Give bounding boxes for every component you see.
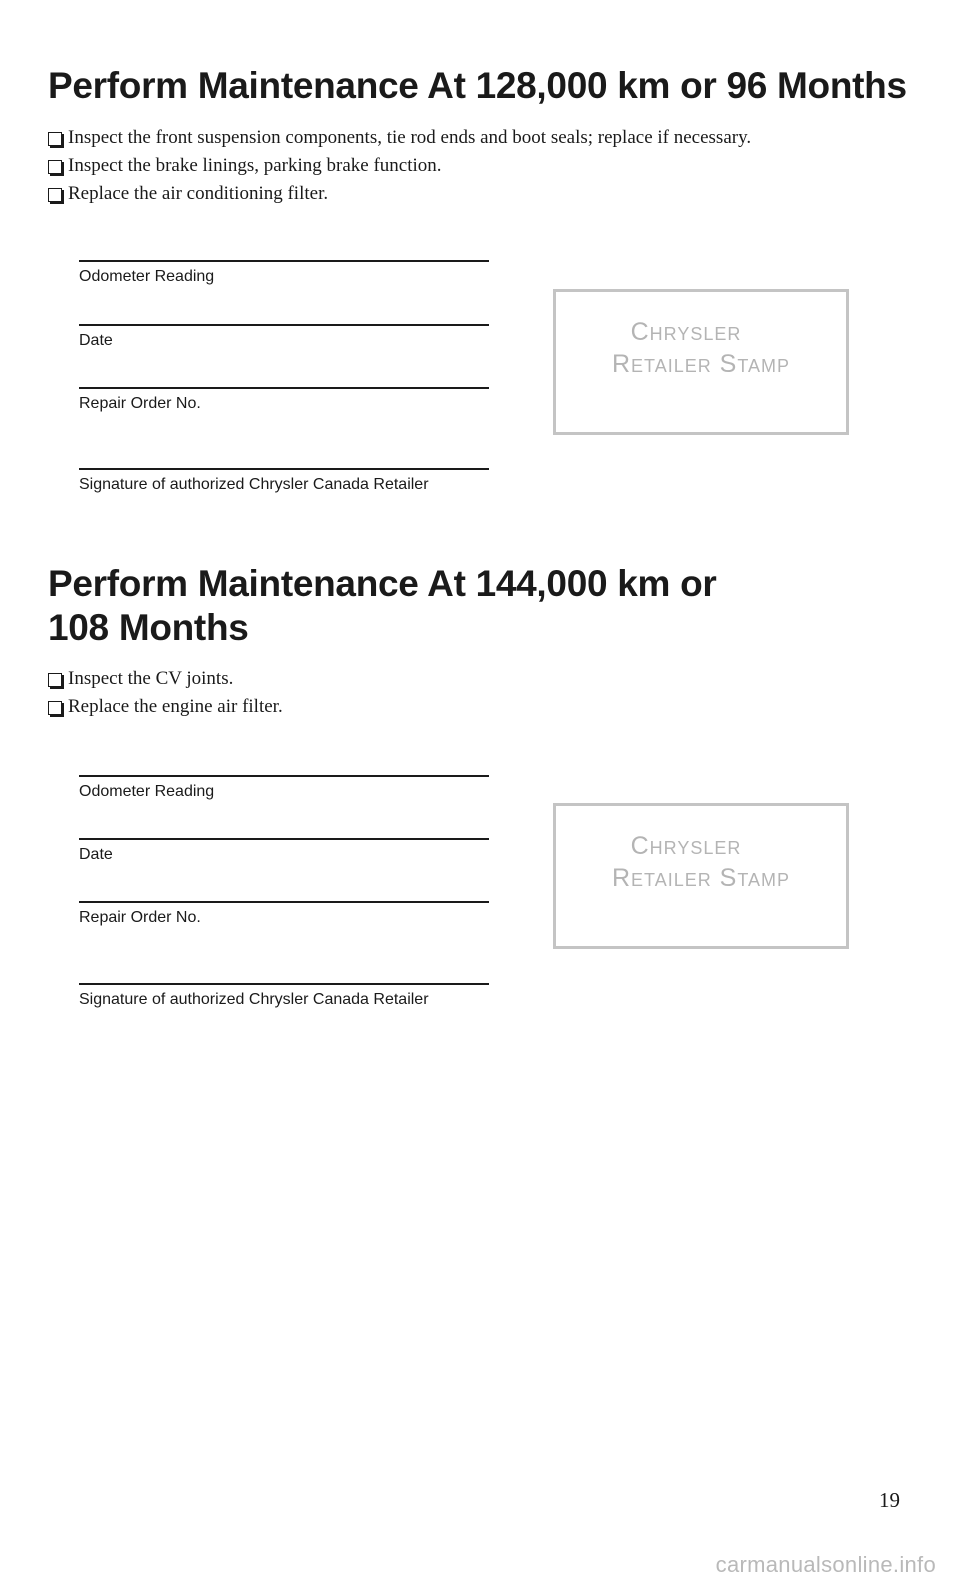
signature-line xyxy=(79,775,489,777)
odometer-reading-field[interactable] xyxy=(79,775,489,802)
watermark-text: carmanualsonline.info xyxy=(715,1552,936,1577)
repair-order-field[interactable] xyxy=(79,901,489,928)
date-field[interactable] xyxy=(79,838,489,865)
field-label: Signature of authorized Chrysler Canada Retailer xyxy=(79,991,429,1008)
checklist-item xyxy=(48,665,283,693)
field-label: Odometer Reading xyxy=(79,268,215,285)
checklist-item-text: Inspect the brake linings, parking brake function. xyxy=(68,155,442,176)
checkbox-icon[interactable] xyxy=(48,188,62,202)
section-heading-line1: Perform Maintenance At 144,000 km or xyxy=(48,563,717,604)
checklist-item-text: Replace the air conditioning filter. xyxy=(68,183,329,204)
stamp-text-line2: Retailer Stamp xyxy=(611,864,791,892)
checklist-item-text: Inspect the front suspension components, tie rod ends and boot seals; replace if necessary. xyxy=(68,127,752,148)
task-checklist xyxy=(48,124,751,208)
retailer-stamp-box xyxy=(553,289,849,435)
checklist-item xyxy=(48,152,751,180)
field-label: Signature of authorized Chrysler Canada Retailer xyxy=(79,476,429,493)
retailer-signature-field[interactable] xyxy=(79,468,489,495)
field-label: Repair Order No. xyxy=(79,395,201,412)
odometer-reading-field[interactable] xyxy=(79,260,489,287)
repair-order-field[interactable] xyxy=(79,387,489,414)
retailer-signature-field[interactable] xyxy=(79,983,489,1010)
retailer-stamp-box xyxy=(553,803,849,949)
signature-line xyxy=(79,838,489,840)
checkbox-icon[interactable] xyxy=(48,132,62,146)
date-field[interactable] xyxy=(79,324,489,351)
checklist-item xyxy=(48,693,283,721)
stamp-text-line1: Chrysler xyxy=(630,832,742,860)
field-label: Repair Order No. xyxy=(79,909,201,926)
checklist-item xyxy=(48,180,751,208)
signature-line xyxy=(79,324,489,326)
checklist-item xyxy=(48,124,751,152)
field-label: Date xyxy=(79,332,113,349)
section-heading xyxy=(48,562,716,650)
field-label: Date xyxy=(79,846,113,863)
checklist-item-text: Replace the engine air filter. xyxy=(68,696,283,717)
signature-line xyxy=(79,468,489,470)
field-label: Odometer Reading xyxy=(79,783,215,800)
stamp-text-line1: Chrysler xyxy=(630,318,742,346)
signature-line xyxy=(79,901,489,903)
checkbox-icon[interactable] xyxy=(48,160,62,174)
section-heading-line2: 108 Months xyxy=(48,607,249,648)
page-number: 19 xyxy=(879,1488,900,1512)
stamp-text-line2: Retailer Stamp xyxy=(611,350,791,378)
section-heading: Perform Maintenance At 128,000 km or 96 Months xyxy=(48,65,907,106)
signature-line xyxy=(79,387,489,389)
checkbox-icon[interactable] xyxy=(48,673,62,687)
signature-line xyxy=(79,260,489,262)
signature-line xyxy=(79,983,489,985)
checkbox-icon[interactable] xyxy=(48,701,62,715)
checklist-item-text: Inspect the CV joints. xyxy=(68,668,234,689)
task-checklist xyxy=(48,665,283,721)
